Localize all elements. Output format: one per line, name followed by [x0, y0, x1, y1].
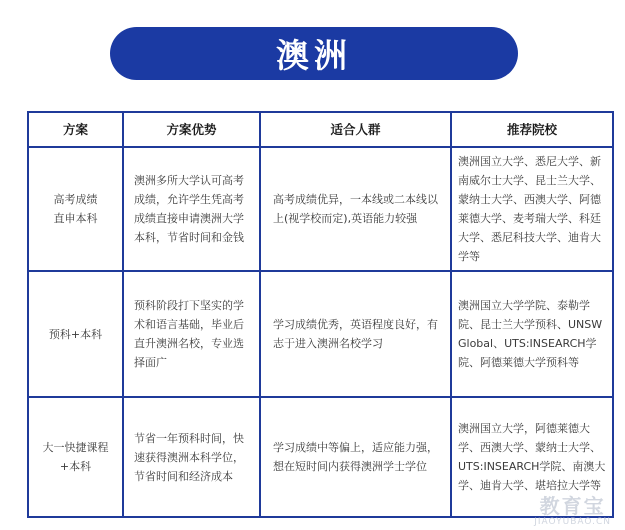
table-row [29, 148, 612, 270]
schools-cell: 澳洲国立大学，阿德莱德大学、西澳大学、蒙纳士大学、UTS:INSEARCH学院、南澳大学、迪肯大学、堪培拉大学等 [452, 398, 612, 516]
plan-label: +本科 [59, 460, 92, 473]
header-schools: 推荐院校 [452, 113, 612, 146]
advantage-cell: 预科阶段打下坚实的学术和语言基础，毕业后直升澳洲名校，专业选择面广 [124, 272, 259, 396]
advantage-cell: 节省一年预科时间，快速获得澳洲本科学位，节省时间和经济成本 [124, 398, 259, 516]
audience-cell: 学习成绩中等偏上，适应能力强，想在短时间内获得澳洲学士学位 [261, 398, 450, 516]
schools-cell: 澳洲国立大学、悉尼大学、新南威尔士大学、昆士兰大学、蒙纳士大学、西澳大学、阿德莱德大学、麦考瑞大学、科廷大学、悉尼科技大学、迪肯大学等 [452, 148, 612, 270]
table-row [29, 272, 612, 396]
watermark-url: JIAOYUBAO.CN [534, 517, 611, 527]
plan-label: 预科+本科 [48, 327, 103, 341]
plan-cell [29, 272, 122, 396]
schools-cell: 澳洲国立大学学院、泰勒学院、昆士兰大学预科、UNSW Global、UTS:INSEARCH学院、阿德莱德大学预科等 [452, 272, 612, 396]
plan-label: 大一快捷课程 [42, 441, 109, 454]
audience-cell: 学习成绩优秀，英语程度良好，有志于进入澳洲名校学习 [261, 272, 450, 396]
header-advantage: 方案优势 [124, 113, 259, 146]
table-header-row [29, 113, 612, 146]
title-banner [110, 27, 518, 80]
watermark-logo [534, 495, 611, 528]
audience-cell: 高考成绩优异，一本线或二本线以上(视学校而定),英语能力较强 [261, 148, 450, 270]
table-row [29, 398, 612, 516]
header-plan: 方案 [29, 113, 122, 146]
study-plans-table [27, 111, 614, 518]
plan-cell [29, 148, 122, 270]
header-audience: 适合人群 [261, 113, 450, 146]
advantage-cell: 澳洲多所大学认可高考成绩，允许学生凭高考成绩直接申请澳洲大学本科，节省时间和金钱 [124, 148, 259, 270]
plan-label: 直申本科 [53, 212, 98, 225]
watermark-text: 教育宝 [539, 494, 606, 518]
banner-title: 澳洲 [276, 36, 352, 75]
plan-label: 高考成绩 [53, 193, 98, 206]
plan-cell [29, 398, 122, 516]
